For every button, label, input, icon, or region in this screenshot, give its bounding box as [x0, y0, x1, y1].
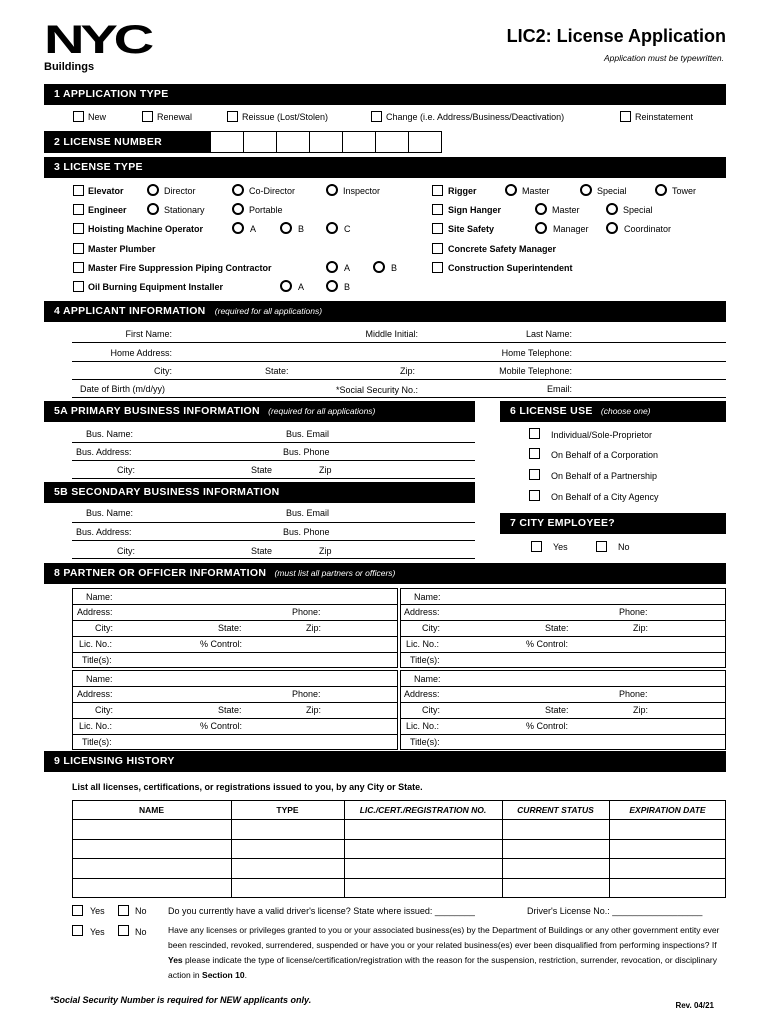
first-name-label: First Name:	[125, 329, 172, 339]
partner2-city-label: City:	[422, 623, 440, 633]
site-safety-manager-radio[interactable]	[535, 222, 547, 234]
bus2-email-label: Bus. Email	[286, 508, 330, 518]
codirector-label: Co-Director	[249, 186, 296, 196]
drivers-license-no-checkbox[interactable]	[118, 905, 129, 916]
app-type-new-checkbox[interactable]	[73, 111, 84, 122]
col-licno-header: LIC./CERT./REGISTRATION NO.	[359, 805, 487, 815]
sign-hanger-label: Sign Hanger	[448, 205, 502, 215]
hoisting-label: Hoisting Machine Operator	[88, 224, 204, 234]
partner3-zip-label: Zip:	[306, 705, 322, 715]
first-name-field[interactable]	[175, 326, 355, 342]
hoisting-b-radio[interactable]	[280, 222, 292, 234]
sign-hanger-checkbox[interactable]	[432, 204, 443, 215]
stationary-label: Stationary	[164, 205, 205, 215]
section-1-header: 1 APPLICATION TYPE	[44, 84, 726, 105]
license-use-corporation-label: On Behalf of a Corporation	[551, 450, 659, 460]
partner3-phone-label: Phone:	[292, 689, 321, 699]
elevator-inspector-radio[interactable]	[326, 184, 338, 196]
section-4-sub: (required for all applications)	[214, 306, 323, 316]
hoisting-a-label: A	[250, 224, 257, 234]
partner3-address-label: Address:	[77, 689, 113, 699]
revoked-no-label: No	[135, 927, 147, 937]
section-9-header: 9 LICENSING HISTORY	[44, 751, 726, 772]
partner2-state-label: State:	[545, 623, 569, 633]
partner4-titles-label: Title(s):	[410, 737, 440, 747]
drivers-license-number-label: Driver's License No.: __________________	[527, 906, 703, 916]
partner1-lic-label: Lic. No.:	[79, 639, 113, 649]
partner1-titles-label: Title(s):	[82, 655, 112, 665]
mfspc-b-radio[interactable]	[373, 261, 385, 273]
partner4-state-label: State:	[545, 705, 569, 715]
bus-email-field[interactable]	[336, 426, 474, 442]
dob-label: Date of Birth (m/d/yy)	[80, 384, 166, 394]
table-row[interactable]	[73, 859, 725, 878]
mobile-field[interactable]	[574, 363, 724, 379]
app-type-reissue-label: Reissue (Lost/Stolen)	[242, 112, 329, 122]
obei-label: Oil Burning Equipment Installer	[88, 282, 224, 292]
section-8-sub: (must list all partners or officers)	[274, 568, 396, 578]
table-row[interactable]	[73, 820, 725, 839]
revoked-question-yes: Yes	[168, 955, 183, 965]
inspector-label: Inspector	[343, 186, 381, 196]
construction-super-label: Construction Superintendent	[448, 263, 573, 273]
drivers-license-question: Do you currently have a valid driver's license? State where issued: ________	[168, 906, 475, 916]
site-safety-coordinator-radio[interactable]	[606, 222, 618, 234]
bus2-address-label: Bus. Address:	[76, 527, 132, 537]
logo-sub: Buildings	[44, 61, 95, 73]
bus-city-field[interactable]	[140, 462, 245, 478]
license-number-boxes[interactable]	[210, 131, 442, 153]
license-use-city-agency-checkbox[interactable]	[529, 490, 540, 501]
partner1-state-label: State:	[218, 623, 242, 633]
col-status-header: CURRENT STATUS	[517, 805, 594, 815]
app-type-change-label: Change (i.e. Address/Business/Deactivation)	[386, 112, 565, 122]
partner2-lic-label: Lic. No.:	[406, 639, 440, 649]
partner1-control-label: % Control:	[200, 639, 243, 649]
city-field[interactable]	[175, 363, 265, 379]
obei-a-radio[interactable]	[280, 280, 292, 292]
mfspc-b-label: B	[391, 263, 398, 273]
concrete-safety-checkbox[interactable]	[432, 243, 443, 254]
partner4-city-label: City:	[422, 705, 440, 715]
license-use-city-agency-label: On Behalf of a City Agency	[551, 492, 659, 502]
zip-field[interactable]	[420, 363, 490, 379]
construction-super-checkbox[interactable]	[432, 262, 443, 273]
col-name-header: NAME	[138, 805, 165, 815]
bus-email-label: Bus. Email	[286, 429, 330, 439]
section-8-title: 8 PARTNER OR OFFICER INFORMATION	[54, 567, 267, 579]
app-type-reinstatement-label: Reinstatement	[635, 112, 694, 122]
master-plumber-checkbox[interactable]	[73, 243, 84, 254]
city-employee-no-label: No	[618, 542, 630, 552]
table-row[interactable]	[73, 879, 725, 897]
revision-label: Rev. 04/21	[675, 1001, 714, 1010]
city-employee-yes-checkbox[interactable]	[531, 541, 542, 552]
app-type-renewal-checkbox[interactable]	[142, 111, 153, 122]
portable-label: Portable	[249, 205, 283, 215]
rigger-special-label: Special	[597, 186, 627, 196]
bus-address-label: Bus. Address:	[76, 447, 132, 457]
state-field[interactable]	[294, 363, 394, 379]
middle-initial-label: Middle Initial:	[365, 329, 418, 339]
nyc-buildings-logo	[44, 22, 154, 73]
rigger-label: Rigger	[448, 186, 477, 196]
obei-checkbox[interactable]	[73, 281, 84, 292]
drivers-license-yes-checkbox[interactable]	[72, 905, 83, 916]
bus2-name-field[interactable]	[140, 505, 280, 521]
revoked-yes-label: Yes	[90, 927, 105, 937]
elevator-director-radio[interactable]	[147, 184, 159, 196]
home-telephone-label: Home Telephone:	[501, 348, 572, 358]
revoked-question-part1: Have any licenses or privileges granted to you or your associated business(es) by the Department of Buildings or any other government entity ever been rescinded, revoked, surrendered, suspended or have you or your related business(es) ever been disqualified from performing inspections? If	[168, 925, 720, 950]
sign-hanger-master-radio[interactable]	[535, 203, 547, 215]
ssn-footnote: *Social Security Number is required for NEW applicants only.	[50, 995, 312, 1005]
mfspc-a-label: A	[344, 263, 351, 273]
partner2-address-label: Address:	[404, 607, 440, 617]
license-use-corporation-checkbox[interactable]	[529, 448, 540, 459]
section-2-header: 2 LICENSE NUMBER	[44, 131, 210, 153]
engineer-label: Engineer	[88, 205, 127, 215]
revoked-question-end: .	[244, 970, 247, 980]
middle-initial-field[interactable]	[420, 326, 510, 342]
sign-hanger-special-radio[interactable]	[606, 203, 618, 215]
app-type-new-label: New	[88, 112, 107, 122]
rigger-checkbox[interactable]	[432, 185, 443, 196]
revoked-question-part2: please indicate the type of license/certification/registration with the reason for the suspension, restriction, surrender, revocation, or disciplinary action in	[168, 955, 718, 980]
bus2-name-label: Bus. Name:	[86, 508, 134, 518]
mobile-label: Mobile Telephone:	[499, 366, 572, 376]
partner2-titles-label: Title(s):	[410, 655, 440, 665]
email-field[interactable]	[574, 381, 724, 397]
partner4-lic-label: Lic. No.:	[406, 721, 440, 731]
site-safety-manager-label: Manager	[553, 224, 589, 234]
obei-a-label: A	[298, 282, 305, 292]
partner4-name-label: Name:	[414, 674, 441, 684]
home-address-label: Home Address:	[110, 348, 172, 358]
bus-zip-label: Zip	[319, 465, 332, 475]
bus2-phone-label: Bus. Phone	[283, 527, 330, 537]
app-type-change-checkbox[interactable]	[371, 111, 382, 122]
partner3-name-label: Name:	[86, 674, 113, 684]
license-use-individual-checkbox[interactable]	[529, 428, 540, 439]
email-label: Email:	[546, 384, 572, 394]
home-address-field[interactable]	[175, 345, 485, 361]
dob-field[interactable]	[175, 381, 325, 397]
partner3-titles-label: Title(s):	[82, 737, 112, 747]
partner3-control-label: % Control:	[200, 721, 243, 731]
section-6-title: 6 LICENSE USE	[510, 405, 593, 417]
site-safety-coordinator-label: Coordinator	[624, 224, 672, 234]
partner2-name-label: Name:	[414, 592, 441, 602]
bus2-address-field[interactable]	[140, 524, 280, 540]
hoisting-c-label: C	[344, 224, 351, 234]
partner2-zip-label: Zip:	[633, 623, 649, 633]
partner4-zip-label: Zip:	[633, 705, 649, 715]
bus-phone-label: Bus. Phone	[283, 447, 330, 457]
revoked-question-section: Section 10	[202, 970, 245, 980]
rigger-master-label: Master	[522, 186, 550, 196]
bus-city-label: City:	[117, 465, 135, 475]
revoked-question	[168, 923, 728, 983]
section-5a-title: 5A PRIMARY BUSINESS INFORMATION	[54, 405, 260, 417]
concrete-safety-label: Concrete Safety Manager	[448, 244, 557, 254]
revoked-no-checkbox[interactable]	[118, 925, 129, 936]
mfspc-label: Master Fire Suppression Piping Contractor	[88, 263, 272, 273]
master-plumber-label: Master Plumber	[88, 244, 156, 254]
sign-hanger-special-label: Special	[623, 205, 653, 215]
app-type-renewal-label: Renewal	[157, 112, 193, 122]
nyc-logo-icon	[44, 22, 154, 60]
obei-b-label: B	[344, 282, 351, 292]
elevator-checkbox[interactable]	[73, 185, 84, 196]
partner3-lic-label: Lic. No.:	[79, 721, 113, 731]
partner4-phone-label: Phone:	[619, 689, 648, 699]
ssn-field[interactable]	[420, 381, 510, 397]
sign-hanger-master-label: Master	[552, 205, 580, 215]
hoisting-c-radio[interactable]	[326, 222, 338, 234]
section-6-sub: (choose one)	[600, 406, 651, 416]
obei-b-radio[interactable]	[326, 280, 338, 292]
license-use-partnership-label: On Behalf of a Partnership	[551, 471, 658, 481]
section-5b-header: 5B SECONDARY BUSINESS INFORMATION	[44, 482, 475, 503]
partner1-name-label: Name:	[86, 592, 113, 602]
bus-name-field[interactable]	[140, 426, 280, 442]
bus2-email-field[interactable]	[336, 505, 474, 521]
col-type-header: TYPE	[276, 805, 299, 815]
section-4-header	[44, 301, 726, 322]
bus2-state-label: State	[251, 546, 273, 556]
svg-text:NYC: NYC	[44, 22, 153, 60]
state-label: State:	[265, 366, 289, 376]
partner1-phone-label: Phone:	[292, 607, 321, 617]
partner4-address-label: Address:	[404, 689, 440, 699]
section-6-header	[500, 401, 726, 422]
drivers-license-no-label: No	[135, 906, 147, 916]
city-employee-yes-label: Yes	[553, 542, 568, 552]
city-employee-no-checkbox[interactable]	[596, 541, 607, 552]
elevator-codirector-radio[interactable]	[232, 184, 244, 196]
site-safety-label: Site Safety	[448, 224, 495, 234]
section-7-header: 7 CITY EMPLOYEE?	[500, 513, 726, 534]
zip-label: Zip:	[400, 366, 416, 376]
site-safety-checkbox[interactable]	[432, 223, 443, 234]
elevator-label: Elevator	[88, 186, 124, 196]
section-5a-header	[44, 401, 475, 422]
home-telephone-field[interactable]	[574, 345, 724, 361]
partner1-city-label: City:	[95, 623, 113, 633]
partner1-zip-label: Zip:	[306, 623, 322, 633]
section-8-header	[44, 563, 726, 584]
app-type-reinstatement-checkbox[interactable]	[620, 111, 631, 122]
bus-address-field[interactable]	[140, 444, 280, 460]
mfspc-a-radio[interactable]	[326, 261, 338, 273]
license-use-individual-label: Individual/Sole-Proprietor	[551, 430, 653, 440]
ssn-label: *Social Security No.:	[335, 385, 418, 395]
license-use-partnership-checkbox[interactable]	[529, 469, 540, 480]
revoked-yes-checkbox[interactable]	[72, 925, 83, 936]
app-type-reissue-checkbox[interactable]	[227, 111, 238, 122]
partner2-control-label: % Control:	[526, 639, 569, 649]
section-4-title: 4 APPLICANT INFORMATION	[54, 305, 206, 317]
rigger-master-radio[interactable]	[505, 184, 517, 196]
partner3-city-label: City:	[95, 705, 113, 715]
drivers-license-yes-label: Yes	[90, 906, 105, 916]
bus2-city-label: City:	[117, 546, 135, 556]
form-subtitle: Application must be typewritten.	[603, 53, 724, 63]
engineer-stationary-radio[interactable]	[147, 203, 159, 215]
bus2-zip-label: Zip	[319, 546, 332, 556]
mfspc-checkbox[interactable]	[73, 262, 84, 273]
partner2-phone-label: Phone:	[619, 607, 648, 617]
engineer-portable-radio[interactable]	[232, 203, 244, 215]
hoisting-a-radio[interactable]	[232, 222, 244, 234]
bus2-phone-field[interactable]	[336, 524, 474, 540]
section-5a-sub: (required for all applications)	[268, 406, 376, 416]
city-label: City:	[154, 366, 172, 376]
rigger-tower-label: Tower	[672, 186, 697, 196]
bus-state-label: State	[251, 465, 273, 475]
licensing-history-intro: List all licenses, certifications, or registrations issued to you, by any City or State.	[72, 782, 423, 792]
engineer-checkbox[interactable]	[73, 204, 84, 215]
last-name-label: Last Name:	[525, 329, 572, 339]
partner4-control-label: % Control:	[526, 721, 569, 731]
last-name-field[interactable]	[574, 326, 724, 342]
hoisting-checkbox[interactable]	[73, 223, 84, 234]
partner1-address-label: Address:	[77, 607, 113, 617]
rigger-special-radio[interactable]	[580, 184, 592, 196]
col-expiration-header: EXPIRATION DATE	[629, 805, 706, 815]
bus-name-label: Bus. Name:	[86, 429, 134, 439]
form-title: LIC2: License Application	[506, 26, 726, 46]
bus-phone-field[interactable]	[336, 444, 474, 460]
hoisting-b-label: B	[298, 224, 305, 234]
table-row[interactable]	[73, 840, 725, 858]
partner3-state-label: State:	[218, 705, 242, 715]
rigger-tower-radio[interactable]	[655, 184, 667, 196]
section-3-header: 3 LICENSE TYPE	[44, 157, 726, 178]
director-label: Director	[164, 186, 196, 196]
